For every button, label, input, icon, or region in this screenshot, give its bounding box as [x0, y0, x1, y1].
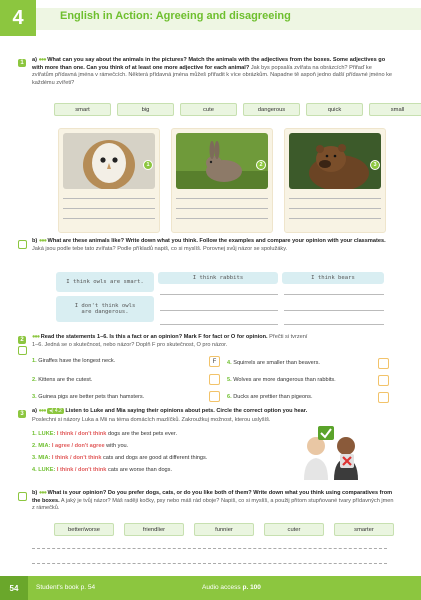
answer-box-3[interactable] — [209, 391, 220, 402]
instruction-cz: Přečti si tvrzení — [269, 334, 308, 340]
difficulty-dots-icon: ●●● — [38, 490, 46, 496]
comparative-chip: better/worse — [54, 523, 114, 536]
audio-track-badge: ◂) 4.2 — [49, 408, 62, 414]
agree-disagree-illustration — [298, 424, 366, 480]
audio-access-reference: Audio access p. 100 — [202, 584, 261, 591]
owl-photo — [63, 133, 155, 189]
example-bubble: I think rabbits — [158, 272, 278, 284]
instruction-cz: Jak bys popsal/a zvířata na obrázcích? Přiřaď ke zvířatům přídavná jména v rámečcích. Některá přídavná jména můžeš přiřadit k více obrázkům. Napadne tě aspoň jedno další přídavné jméno ke každému zvířeti? — [32, 64, 393, 86]
exercise-3b-marker — [18, 492, 27, 501]
comparative-chip: friendlier — [124, 523, 184, 536]
bear-photo — [289, 133, 381, 189]
exercise-1b-marker — [18, 240, 27, 249]
answer-box-4[interactable] — [378, 358, 389, 369]
example-bubble: I don't think owls are dangerous. — [56, 296, 154, 322]
exercise-1a-instruction — [32, 57, 394, 87]
statement-1: 1. Giraffes have the longest neck. — [32, 358, 116, 364]
rabbit-photo — [176, 133, 268, 189]
instruction-en: Listen to Luke and Mia saying their opinions about pets. Circle the correct option you hear. — [65, 408, 308, 414]
difficulty-dots-icon: ●●● — [32, 334, 40, 340]
dialogue-line-1: 1. LUKE: I think / don't think dogs are the best pets ever. — [32, 431, 178, 437]
answer-line[interactable] — [284, 294, 384, 295]
answer-line[interactable] — [160, 294, 278, 295]
difficulty-dots-icon: ●●● — [38, 57, 46, 63]
example-bubble: I think bears — [282, 272, 384, 284]
exercise-letter: a) — [32, 57, 37, 63]
answer-line[interactable] — [32, 548, 387, 549]
difficulty-dots-icon: ●●● — [38, 408, 46, 414]
difficulty-dots-icon: ●●● — [38, 238, 46, 244]
photo-number-3: 3 — [370, 160, 380, 170]
exercise-3a-instruction — [32, 408, 394, 416]
dialogue-line-4: 4. LUKE: I think / don't think cats are worse than dogs. — [32, 467, 173, 473]
animal-card-owl — [58, 128, 160, 233]
answer-line[interactable] — [160, 324, 278, 325]
answer-line[interactable] — [284, 324, 384, 325]
comparative-chip: funnier — [194, 523, 254, 536]
comparative-boxes — [54, 523, 394, 536]
instruction-en: What is your opinion? Do you prefer dogs, cats, or do you like both of them? Write down what you think using comparatives from the boxes. — [32, 490, 393, 504]
example-bubble: I think owls are smart. — [56, 272, 154, 292]
instruction-en: Read the statements 1–6. Is this a fact or an opinion? Mark F for fact or O for opinion. — [40, 334, 268, 340]
answer-line[interactable] — [160, 310, 278, 311]
comparative-chip: cuter — [264, 523, 324, 536]
adjective-chip: quick — [306, 103, 363, 116]
unit-title: English in Action: Agreeing and disagreeing — [60, 10, 291, 22]
adjective-chip: smart — [54, 103, 111, 116]
instruction-cz: Poslechni si názory Luka a Mii na téma domácích mazlíčků. Zakroužkuj možnost, kterou uslyšíš. — [32, 417, 271, 423]
statement-2: 2. Kittens are the cutest. — [32, 377, 93, 383]
exercise-letter: b) — [32, 238, 38, 244]
dialogue-line-3: 3. MIA: I think / don't think cats and dogs are good at different things. — [32, 455, 208, 461]
statement-4: 4. Squirrels are smaller than beavers. — [227, 360, 320, 366]
dialogue-line-2: 2. MIA: I agree / don't agree with you. — [32, 443, 129, 449]
instruction-en: What can you say about the animals in the pictures? Match the animals with the adjectives from the boxes. Some adjectives go with more than one. Can you think of at least one more adjective for each animal? — [32, 57, 386, 71]
exercise-1b-instruction — [32, 238, 394, 253]
instruction-cz: Jaká jsou podle tebe tato zvířata? Podle příkladů napiš, co si myslíš. Porovnej svůj názor se spolužáky. — [32, 245, 288, 252]
animal-card-bear — [284, 128, 386, 233]
photo-number-1: 1 — [143, 160, 153, 170]
exercise-2-instruction — [32, 334, 394, 342]
adjective-chip: cute — [180, 103, 237, 116]
comparative-chip: smarter — [334, 523, 394, 536]
page-number: 54 — [0, 576, 28, 600]
answer-line[interactable] — [284, 310, 384, 311]
students-book-reference: Student's book p. 54 — [36, 584, 96, 591]
exercise-2-number: 2 — [18, 336, 26, 344]
unit-number-badge: 4 — [0, 0, 36, 36]
adjective-chip: dangerous — [243, 103, 300, 116]
answer-box-5[interactable] — [378, 375, 389, 386]
instruction-cz-cont: 1–6. Jedná se o skutečnost, nebo názor? Doplň F pro skutečnost, O pro názor. — [32, 342, 228, 348]
answer-box-6[interactable] — [378, 392, 389, 403]
exercise-3-number: 3 — [18, 410, 26, 418]
statement-3: 3. Guinea pigs are better pets than hamsters. — [32, 394, 145, 400]
adjective-boxes — [54, 103, 421, 116]
exercise-letter: a) — [32, 408, 37, 414]
answer-line[interactable] — [32, 563, 387, 564]
answer-box-1[interactable]: F — [209, 356, 220, 367]
exercise-letter: b) — [32, 490, 38, 496]
photo-number-2: 2 — [256, 160, 266, 170]
animal-card-rabbit — [171, 128, 273, 233]
adjective-chip: big — [117, 103, 174, 116]
answer-box-2[interactable] — [209, 374, 220, 385]
statement-6: 6. Ducks are prettier than pigeons. — [227, 394, 313, 400]
instruction-cz: A jaký je tvůj názor? Máš raději kočky, psy nebo máš rád oboje? Napiš, co si myslíš, a použij přitom stupňované tvary přídavných jmen z rámečků. — [32, 497, 394, 511]
exercise-2-marker — [18, 346, 27, 355]
exercise-1-number: 1 — [18, 59, 26, 67]
adjective-chip: small — [369, 103, 421, 116]
statement-5: 5. Wolves are more dangerous than rabbits. — [227, 377, 336, 383]
instruction-en: What are these animals like? Write down what you think. Follow the examples and compare your opinion with your classmates. — [47, 238, 386, 244]
exercise-3b-instruction — [32, 490, 394, 513]
